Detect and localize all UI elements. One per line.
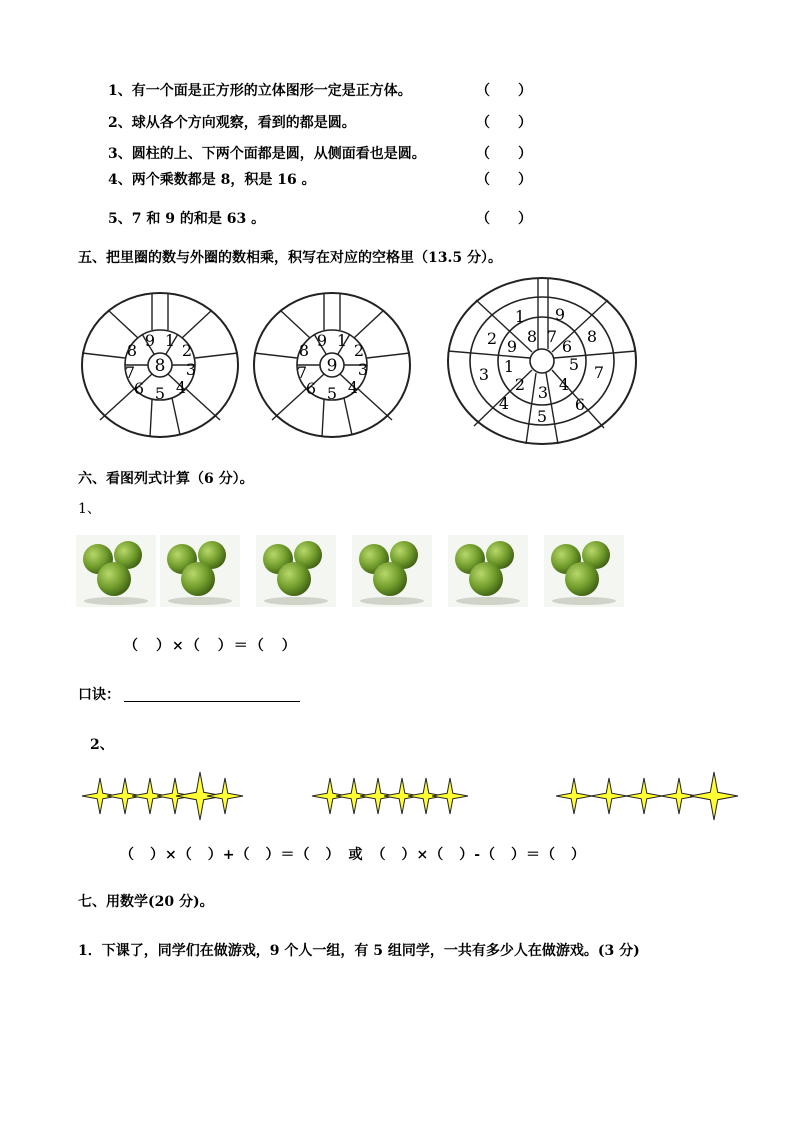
wheel2-center-9: 9	[326, 356, 338, 376]
multiplication-wheel-1	[80, 290, 240, 440]
wheel3-outer-9: 9	[554, 305, 566, 324]
wheel1-number-7: 7	[124, 363, 136, 382]
wheel2-number-3: 3	[357, 360, 369, 379]
wheel3-inner-3: 3	[537, 383, 549, 402]
wheel2-number-1: 1	[336, 331, 348, 350]
apple-group-3	[256, 535, 336, 607]
q1-formula[interactable]: （ ）×（ ）＝（ ）	[124, 638, 298, 654]
wheel2-number-8: 8	[298, 341, 310, 360]
apple-group-1	[76, 535, 156, 607]
wheel1-number-2: 2	[181, 341, 193, 360]
tf-answer-paren-2[interactable]: （ ）	[476, 115, 532, 131]
apple-group-6	[544, 535, 624, 607]
apple-icon	[469, 562, 503, 596]
wheel1-center-8: 8	[154, 356, 166, 376]
wheel3-outer-7: 7	[593, 363, 605, 382]
wheel1-number-3: 3	[185, 360, 197, 379]
wheel3-inner-7: 7	[546, 327, 558, 346]
koujue-label: 口诀：	[78, 687, 120, 703]
wheel3-outer-6: 6	[574, 395, 586, 414]
wheel3-inner-2: 2	[514, 375, 526, 394]
tf-item-5: 5、7 和 9 的和是 63 。	[108, 211, 266, 227]
apple-group-2	[160, 535, 240, 607]
wheel3-inner-1: 1	[503, 357, 515, 376]
wheel2-number-2: 2	[353, 341, 365, 360]
wheel3-outer-2: 2	[486, 329, 498, 348]
wheel3-inner-5: 5	[568, 355, 580, 374]
wheel2-number-4: 4	[347, 378, 359, 397]
star-icon	[690, 772, 738, 820]
wheel1-number-8: 8	[126, 341, 138, 360]
wheel1-number-4: 4	[175, 378, 187, 397]
wheel3-outer-3: 3	[478, 365, 490, 384]
wheel2-number-7: 7	[296, 363, 308, 382]
wheel1-number-5: 5	[154, 384, 166, 403]
wheel3-outer-1: 1	[514, 307, 526, 326]
tf-item-4: 4、两个乘数都是 8，积是 16 。	[108, 172, 316, 188]
wheel3-inner-9: 9	[506, 337, 518, 356]
tf-answer-paren-4[interactable]: （ ）	[476, 172, 532, 188]
multiplication-wheel-2	[252, 290, 412, 440]
section5-title: 五、把里圈的数与外圈的数相乘，积写在对应的空格里（13.5 分）。	[78, 250, 502, 266]
tf-item-3: 3、圆柱的上、下两个面都是圆，从侧面看也是圆。	[108, 146, 426, 162]
apple-group-4	[352, 535, 432, 607]
wheel1-number-9: 9	[144, 331, 156, 350]
section6-title: 六、看图列式计算（6 分）。	[78, 471, 254, 487]
star-icon	[432, 778, 468, 814]
apple-icon	[373, 562, 407, 596]
wheel1-number-6: 6	[133, 379, 145, 398]
apple-icon	[97, 562, 131, 596]
tf-answer-paren-3[interactable]: （ ）	[476, 146, 532, 162]
wheel2-number-9: 9	[316, 331, 328, 350]
wheel3-inner-6: 6	[561, 337, 573, 356]
wheel3-inner-4: 4	[558, 375, 570, 394]
tf-item-1: 1、有一个面是正方形的立体图形一定是正方体。	[108, 83, 412, 99]
section7-question-1: 1．下课了，同学们在做游戏，9 个人一组，有 5 组同学，一共有多少人在做游戏。(3 分)	[78, 943, 640, 959]
wheel3-outer-4: 4	[498, 394, 510, 413]
star-groups	[0, 768, 793, 828]
apple-icon	[181, 562, 215, 596]
wheel1-number-1: 1	[164, 331, 176, 350]
star-icon	[626, 778, 662, 814]
star-icon	[556, 778, 592, 814]
tf-answer-paren-1[interactable]: （ ）	[476, 83, 532, 99]
star-icon	[591, 778, 627, 814]
star-icon	[207, 778, 243, 814]
section6-question-1-label: 1、	[78, 501, 101, 517]
koujue-answer-line[interactable]	[124, 701, 300, 702]
section6-question-2-label: 2、	[90, 737, 114, 753]
wheel3-inner-8: 8	[526, 327, 538, 346]
wheel3-outer-8: 8	[586, 327, 598, 346]
wheel2-number-5: 5	[326, 384, 338, 403]
tf-answer-paren-5[interactable]: （ ）	[476, 211, 532, 227]
q2-formula[interactable]: （ ）×（ ）+（ ）＝（ ） 或 （ ）×（ ）-（ ）＝（ ）	[120, 847, 587, 863]
wheel3-outer-5: 5	[536, 407, 548, 426]
tf-item-2: 2、球从各个方向观察，看到的都是圆。	[108, 115, 356, 131]
apple-icon	[565, 562, 599, 596]
multiplication-wheel-3	[446, 276, 638, 446]
section7-title: 七、用数学(20 分)。	[78, 894, 214, 910]
apple-group-5	[448, 535, 528, 607]
apple-icon	[277, 562, 311, 596]
wheel2-number-6: 6	[305, 379, 317, 398]
